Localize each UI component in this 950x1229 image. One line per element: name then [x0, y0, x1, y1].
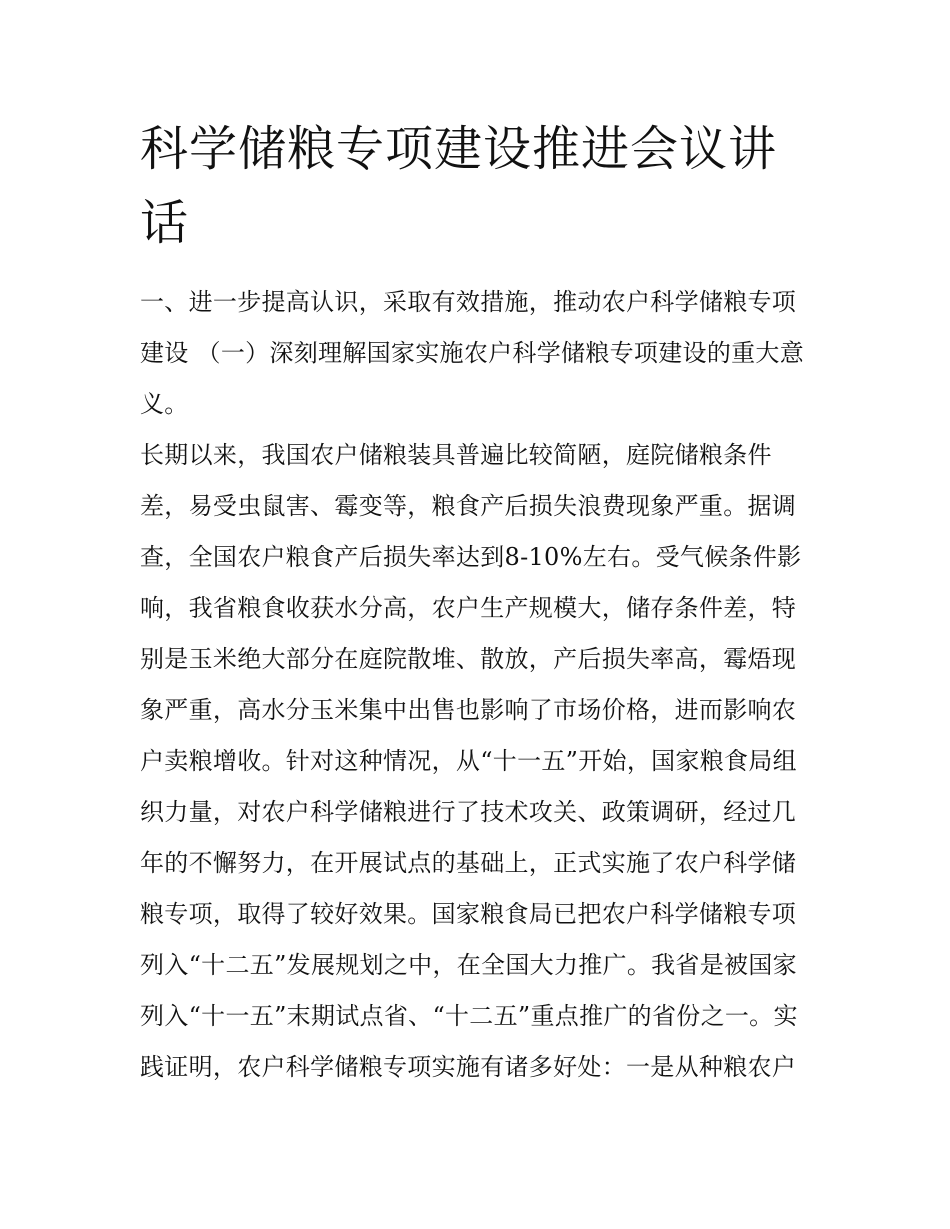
body-paragraph: 长期以来，我国农户储粮装具普遍比较简陋，庭院储粮条件差，易受虫鼠害、霉变等，粮食产后损失浪费现象严重。据调查，全国农户粮食产后损失率达到8-10%左右。受气候条件影响，我省粮食收获水分高，农户生产规模大，储存条件差，特别是玉米绝大部分在庭院散堆、散放，产后损失率高，霉焐现象严重，高水分玉米集中出售也影响了市场价格，进而影响农户卖粮增收。针对这种情况，从“十一五”开始，国家粮食局组织力量，对农户科学储粮进行了技术攻关、政策调研，经过几年的不懈努力，在开展试点的基础上，正式实施了农户科学储粮专项，取得了较好效果。国家粮食局已把农户科学储粮专项列入“十二五”发展规划之中，在全国大力推广。我省是被国家列入“十一五”末期试点省、“十二五”重点推广的省份之一。实践证明，农户科学储粮专项实施有诸多好处：一是从种粮农户 — [140, 441, 802, 1081]
document-title: 科学储粮专项建设推进会议讲话 — [140, 121, 778, 251]
section-heading: 一、进一步提高认识，采取有效措施，推动农户科学储粮专项建设 （一）深刻理解国家实施农户科学储粮专项建设的重大意义。 — [140, 288, 805, 418]
